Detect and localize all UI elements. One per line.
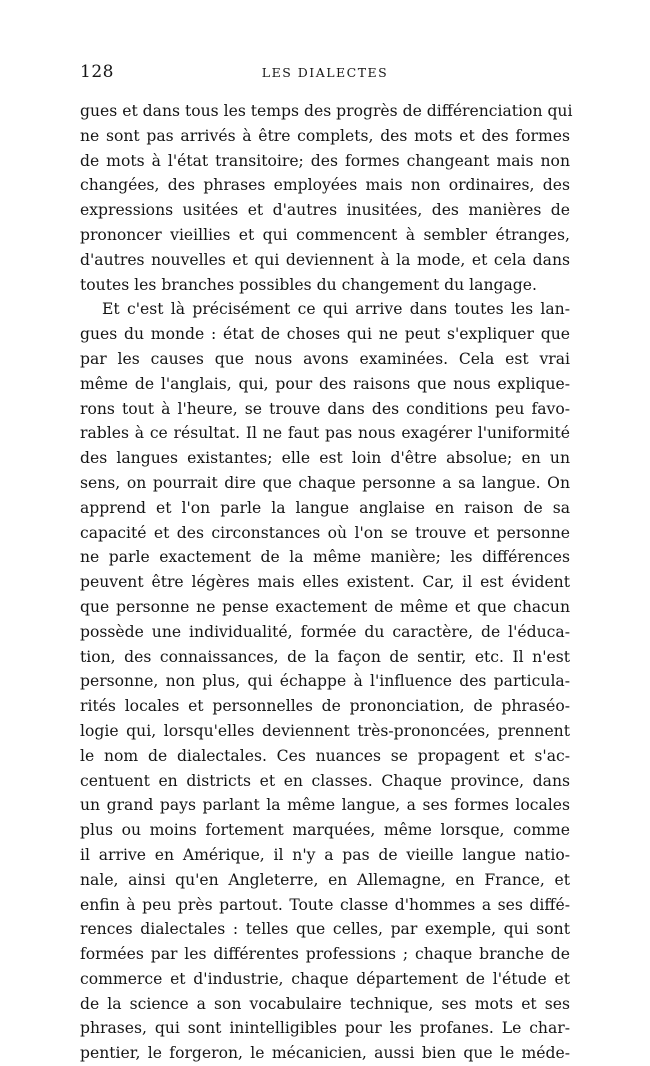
text-line: le nom de dialectales. Ces nuances se propagent et s'ac-	[80, 746, 570, 765]
text-line: possède une individualité, formée du caractère, de l'éduca-	[80, 622, 570, 641]
text-line: ne sont pas arrivés à être complets, des mots et des formes	[80, 126, 570, 145]
text-line: rons tout à l'heure, se trouve dans des conditions peu favo-	[80, 399, 570, 418]
text-line: toutes les branches possibles du changement du langage.	[80, 275, 537, 294]
text-line: que personne ne pense exactement de même et que chacun	[80, 597, 570, 616]
text-line: personne, non plus, qui échappe à l'influence des particula-	[80, 672, 570, 691]
text-line: phrases, qui sont inintelligibles pour les profanes. Le char-	[80, 1019, 570, 1038]
running-title: LES DIALECTES	[261, 65, 389, 80]
text-line: apprend et l'on parle la langue anglaise en raison de sa	[80, 498, 570, 517]
text-line: tion, des connaissances, de la façon de sentir, etc. Il n'est	[80, 647, 570, 666]
text-line: formées par les différentes professions ; chaque branche de	[80, 945, 570, 964]
text-line: changées, des phrases employées mais non ordinaires, des	[80, 176, 570, 195]
text-line: sens, on pourrait dire que chaque personne a sa langue. On	[80, 473, 570, 492]
text-line: gues et dans tous les temps des progrès de différenciation qui	[80, 102, 573, 120]
text-line: rables à ce résultat. Il ne faut pas nous exagérer l'uniformité	[80, 424, 570, 443]
text-line: rences dialectales : telles que celles, par exemple, qui sont	[80, 920, 570, 939]
text-line: prononcer vieillies et qui commencent à sembler étranges,	[80, 225, 570, 244]
text-line: même de l'anglais, qui, pour des raisons que nous explique-	[80, 374, 570, 393]
text-line: il arrive en Amérique, il n'y a pas de vieille langue natio-	[80, 845, 570, 864]
page-number: 128	[80, 62, 114, 82]
page-header	[80, 62, 570, 84]
text-line: peuvent être légères mais elles existent. Car, il est évident	[80, 573, 570, 592]
text-line: de la science a son vocabulaire technique, ses mots et ses	[80, 994, 570, 1013]
text-line: des langues existantes; elle est loin d'être absolue; en un	[80, 449, 570, 468]
text-line: ne parle exactement de la même manière; les différences	[80, 548, 570, 567]
text-line: centuent en districts et en classes. Chaque province, dans	[80, 771, 570, 790]
text-line: capacité et des circonstances où l'on se trouve et personne	[80, 523, 570, 542]
text-line: de mots à l'état transitoire; des formes changeant mais non	[80, 151, 570, 170]
text-line: un grand pays parlant la même langue, a ses formes locales	[80, 796, 570, 815]
page-body	[80, 99, 573, 1066]
text-line: gues du monde : état de choses qui ne peut s'expliquer que	[80, 325, 570, 344]
text-line: par les causes que nous avons examinées. Cela est vrai	[80, 349, 570, 368]
paragraph-start-line: Et c'est là précisément ce qui arrive dans toutes les lan-	[102, 300, 570, 319]
text-line: pentier, le forgeron, le mécanicien, aussi bien que le méde-	[80, 1044, 570, 1063]
text-line: d'autres nouvelles et qui deviennent à la mode, et cela dans	[80, 250, 570, 269]
text-line: logie qui, lorsqu'elles deviennent très-prononcées, prennent	[80, 721, 570, 740]
text-line: commerce et d'industrie, chaque département de l'étude et	[80, 969, 570, 988]
text-line: nale, ainsi qu'en Angleterre, en Allemagne, en France, et	[80, 870, 570, 889]
text-line: rités locales et personnelles de prononciation, de phraséo-	[80, 697, 570, 716]
text-line: plus ou moins fortement marquées, même lorsque, comme	[80, 821, 570, 840]
text-line: expressions usitées et d'autres inusitées, des manières de	[80, 201, 570, 220]
text-line: enfin à peu près partout. Toute classe d'hommes a ses diffé-	[80, 895, 570, 914]
